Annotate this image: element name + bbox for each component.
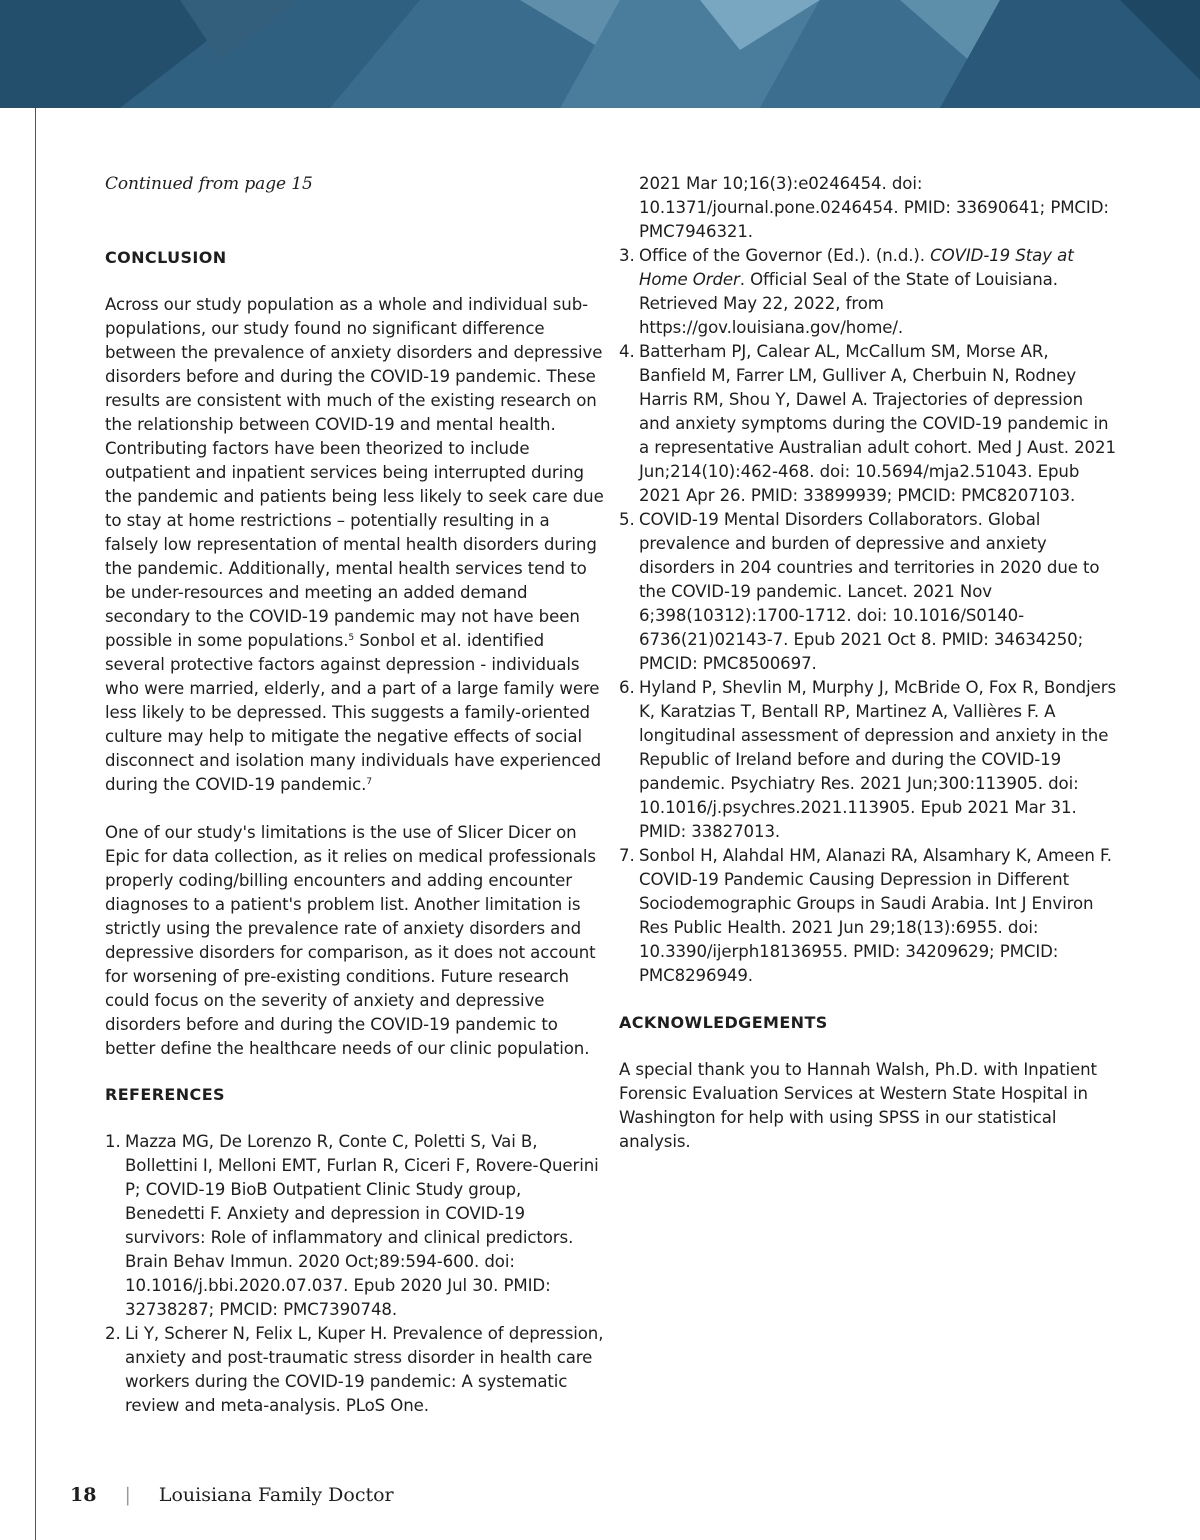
reference-list-continued <box>619 244 1119 988</box>
reference-item: 5. COVID-19 Mental Disorders Collaborators. Global prevalence and burden of depressive and anxiety disorders in 204 countries and territories in 2020 due to the COVID-19 pandemic. Lancet. 2021 Nov 6;398(10312):1700-1712. doi: 10.1016/S0140-6736(21)02143-7. Epub 2021 Oct 8. PMID: 34634250; PMCID: PMC8500697. <box>619 510 1100 673</box>
reference-item: 6. Hyland P, Shevlin M, Murphy J, McBride O, Fox R, Bondjers K, Karatzias T, Bentall RP, Martinez A, Vallières F. A longitudinal assessment of depression and anxiety in the Republic of Ireland before and during the COVID-19 pandemic. Psychiatry Res. 2021 Jun;300:113905. doi: 10.1016/j.psychres.2021.113905. Epub 2021 Mar 31. PMID: 33827013. <box>619 678 1116 841</box>
acknowledgements-text: A special thank you to Hannah Walsh, Ph.D. with Inpatient Forensic Evaluation Services at Western State Hospital in Washington for help with using SPSS in our statistical analysis. <box>619 1060 1097 1151</box>
conclusion-paragraph-1: Across our study population as a whole and individual sub-populations, our study found no significant difference between the prevalence of anxiety disorders and depressive disorders before and during the COVID-19 pandemic. These results are consistent with much of the existing research on the relationship between COVID-19 and mental health. Contributing factors have been theorized to include outpatient and inpatient services being interrupted during the pandemic and patients being less likely to seek care due to stay at home restrictions – potentially resulting in a falsely low representation of mental health disorders during the pandemic. Additionally, mental health services tend to be under-resources and meeting an added demand secondary to the COVID-19 pandemic may not have been possible in some populations.$^5$ Sonbol et al. identified several protective factors against depression - individuals who were married, elderly, and a part of a large family were less likely to be depressed. This suggests a family-oriented culture may help to mitigate the negative effects of social disconnect and isolation many individuals have experienced during the COVID-19 pandemic.$^7$ <box>105 295 604 794</box>
publication-name: Louisiana Family Doctor <box>158 1484 394 1506</box>
header-banner <box>0 0 1200 108</box>
conclusion-heading: CONCLUSION <box>105 248 227 267</box>
reference-item-continued: 2021 Mar 10;16(3):e0246454. doi: 10.1371/journal.pone.0246454. PMID: 33690641; PMCID: PMC7946321. <box>639 174 1109 241</box>
reference-item: 3. Office of the Governor (Ed.). (n.d.). COVID-19 Stay at Home Order. Official Seal of the State of Louisiana. Retrieved May 22, 2022, from https://gov.louisiana.gov/home/. <box>619 246 1074 337</box>
reference-item: 7. Sonbol H, Alahdal HM, Alanazi RA, Alsamhary K, Ameen F. COVID-19 Pandemic Causing Depression in Different Sociodemographic Groups in Saudi Arabia. Int J Environ Res Public Health. 2021 Jun 29;18(13):6955. doi: 10.3390/ijerph18136955. PMID: 34209629; PMCID: PMC8296949. <box>619 846 1112 985</box>
left-column <box>105 172 605 1418</box>
reference-item: 1. Mazza MG, De Lorenzo R, Conte C, Poletti S, Vai B, Bollettini I, Melloni EMT, Furlan R, Ciceri F, Rovere-Querini P; COVID-19 BioB Outpatient Clinic Study group, Benedetti F. Anxiety and depression in COVID-19 survivors: Role of inflammatory and clinical predictors. Brain Behav Immun. 2020 Oct;89:594-600. doi: 10.1016/j.bbi.2020.07.037. Epub 2020 Jul 30. PMID: 32738287; PMCID: PMC7390748. <box>105 1132 599 1319</box>
right-column <box>619 172 1119 1154</box>
footer-separator: | <box>124 1484 131 1506</box>
reference-item: 2. Li Y, Scherer N, Felix L, Kuper H. Prevalence of depression, anxiety and post-traumatic stress disorder in health care workers during the COVID-19 pandemic: A systematic review and meta-analysis. PLoS One. <box>105 1324 604 1415</box>
page-footer <box>70 1484 394 1506</box>
citation-superscript: 7 <box>366 777 372 787</box>
acknowledgements-heading: ACKNOWLEDGEMENTS <box>619 1013 828 1032</box>
left-margin-rule <box>35 108 36 1540</box>
reference-list <box>105 1130 605 1418</box>
page-number: 18 <box>70 1484 97 1506</box>
references-heading: REFERENCES <box>105 1085 225 1104</box>
citation-superscript: 5 <box>348 633 355 643</box>
reference-item: 4. Batterham PJ, Calear AL, McCallum SM, Morse AR, Banfield M, Farrer LM, Gulliver A, Cherbuin N, Rodney Harris RM, Shou Y, Dawel A. Trajectories of depression and anxiety symptoms during the COVID-19 pandemic in a representative Australian adult cohort. Med J Aust. 2021 Jun;214(10):462-468. doi: 10.5694/mja2.51043. Epub 2021 Apr 26. PMID: 33899939; PMCID: PMC8207103. <box>619 342 1116 505</box>
conclusion-paragraph-2: One of our study's limitations is the use of Slicer Dicer on Epic for data collection, as it relies on medical professionals properly coding/billing encounters and adding encounter diagnoses to a patient's problem list. Another limitation is strictly using the prevalence rate of anxiety disorders and depressive disorders for comparison, as it does not account for worsening of pre-existing conditions. Future research could focus on the severity of anxiety and depressive disorders before and during the COVID-19 pandemic to better define the healthcare needs of our clinic population. <box>105 823 596 1058</box>
continued-note: Continued from page 15 <box>105 174 313 194</box>
